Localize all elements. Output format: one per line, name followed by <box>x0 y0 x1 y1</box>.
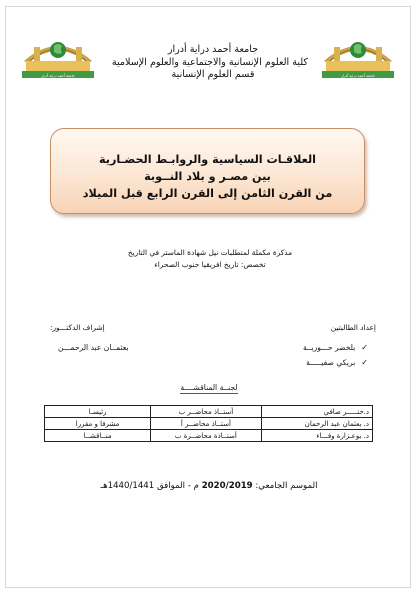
table-row <box>45 406 373 418</box>
hijri-year: م - الموافق 1440/1441هـ <box>100 481 199 491</box>
academic-year-footer <box>0 481 418 491</box>
member-rank: أستــاذ محاضــر ب <box>151 406 261 418</box>
student-item <box>306 358 368 367</box>
students-label: إعداد الطالبتين <box>330 323 376 332</box>
table-row <box>45 418 373 430</box>
member-name: د. بوعـزارة وفـــاء <box>261 430 372 442</box>
member-name: د.حتـــــر صافي <box>261 406 372 418</box>
member-rank: أستــاذ محاضــر أ <box>151 418 261 430</box>
student-name: بريكي صفيـــــة <box>306 358 356 367</box>
memo-line-specialty: تخصص: تاريخ افريقيا جنوب الصحراء <box>154 260 266 269</box>
thesis-title-line-2: بين مصـر و بلاد النــوبة <box>144 170 271 183</box>
checkmark-icon: ✓ <box>361 343 368 352</box>
svg-text:جامعة أحمد دراية أدرار: جامعة أحمد دراية أدرار <box>341 74 375 78</box>
university-name: جامعة أحمد دراية أدرار <box>167 44 259 55</box>
committee-label <box>0 383 418 392</box>
member-role: مشرفا و مقررا <box>45 418 151 430</box>
season-label: الموسم الجامعي: <box>255 481 318 491</box>
member-role: رئيسـا <box>45 406 151 418</box>
student-item <box>303 343 368 352</box>
svg-text:جامعة أحمد دراية أدرار: جامعة أحمد دراية أدرار <box>41 74 75 78</box>
thesis-title-line-3: من القرن الثامن إلى القرن الرابع قبل الميلاد <box>82 187 333 200</box>
department-name: قسم العلوم الإنسانية <box>171 69 255 80</box>
member-rank: أستــاذة محاضــرة ب <box>151 430 261 442</box>
page-frame <box>5 6 411 588</box>
thesis-title-line-1: العلاقـات السياسية والروابـط الحضـارية <box>99 153 316 166</box>
thesis-title-box <box>50 128 365 214</box>
academic-year: 2020/2019 <box>201 481 253 491</box>
checkmark-icon: ✓ <box>361 358 368 367</box>
memo-description <box>90 247 330 271</box>
supervisor-label: إشراف الدكتـــور: <box>50 323 105 332</box>
student-name: بلخضر حـــوريــة <box>302 343 356 352</box>
institution-header <box>111 44 308 82</box>
supervisor-name: بعثمــان عبد الرحمـــن <box>58 343 129 352</box>
table-row <box>45 430 373 442</box>
faculty-name: كلية العلوم الإنسانية والاجتماعية والعلوم الإسلامية <box>111 56 308 68</box>
committee-label-text: لجنــة المناقشــــة <box>180 383 238 392</box>
member-name: د. بعثمان عبد الرحمان <box>261 418 372 430</box>
committee-table <box>44 405 373 442</box>
university-logo-left <box>18 33 98 81</box>
member-role: منــاقشــا <box>45 430 151 442</box>
memo-line-degree: مذكرة مكملة لمتطلبات نيل شهادة الماستر في التاريخ <box>127 248 293 257</box>
university-logo-right <box>318 33 398 81</box>
